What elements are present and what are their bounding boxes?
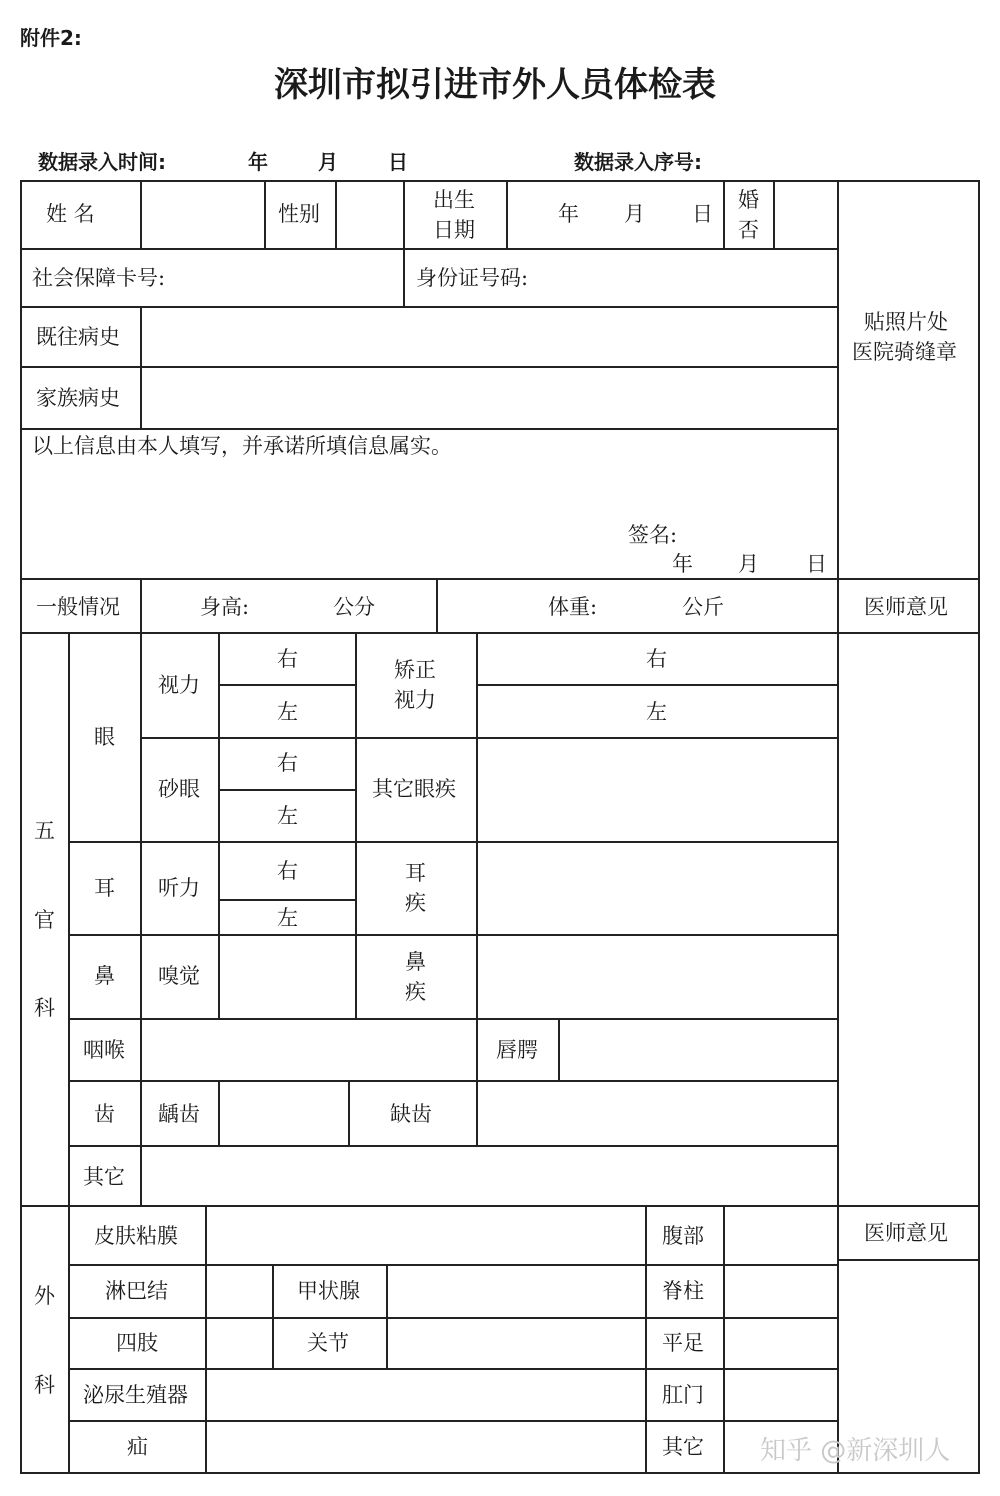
anus-label: 肛门 — [662, 1383, 704, 1407]
corrected-left: 左 — [646, 700, 667, 724]
vision-left: 左 — [277, 700, 298, 724]
flatfoot-label: 平足 — [662, 1331, 704, 1355]
trachoma-right: 右 — [277, 751, 298, 775]
missing-teeth-label: 缺齿 — [390, 1102, 432, 1126]
general-label: 一般情况 — [36, 595, 120, 619]
trachoma-left: 左 — [277, 804, 298, 828]
birth-label-line2: 日期 — [433, 218, 475, 242]
nose-disease-line2: 疾 — [405, 980, 426, 1004]
form-title: 深圳市拟引进市外人员体检表 — [274, 65, 716, 105]
nose-disease-line1: 鼻 — [405, 950, 426, 974]
birth-day: 日 — [692, 202, 713, 226]
doctor-opinion-surgery: 医师意见 — [864, 1221, 948, 1245]
smell-label: 嗅觉 — [158, 964, 200, 988]
skin-label: 皮肤粘膜 — [94, 1224, 178, 1248]
hearing-label: 听力 — [158, 876, 200, 900]
entry-year: 年 — [248, 150, 268, 174]
ear-disease-line1: 耳 — [405, 861, 426, 885]
surgery-section-char-2: 科 — [34, 1373, 55, 1397]
ear-label: 耳 — [94, 876, 115, 900]
facial-section-char-3: 科 — [34, 996, 55, 1020]
hernia-label: 疝 — [127, 1435, 148, 1459]
facial-other-label: 其它 — [83, 1165, 125, 1189]
doctor-opinion-general: 医师意见 — [864, 595, 948, 619]
joints-label: 关节 — [307, 1331, 349, 1355]
gender-label: 性别 — [278, 202, 320, 226]
nose-label: 鼻 — [94, 964, 115, 988]
corrected-vision-line1: 矫正 — [394, 658, 436, 682]
watermark: 知乎 @新深圳人 — [760, 1436, 951, 1466]
birth-year: 年 — [558, 202, 579, 226]
sign-day: 日 — [806, 552, 827, 576]
lymph-label: 淋巴结 — [105, 1279, 168, 1303]
thyroid-label: 甲状腺 — [297, 1279, 360, 1303]
vision-label: 视力 — [158, 673, 200, 697]
marital-label-line1: 婚 — [738, 188, 759, 212]
ear-disease-line2: 疾 — [405, 891, 426, 915]
weight-label: 体重: — [548, 595, 598, 619]
photo-label-line2: 医院骑缝章 — [852, 340, 957, 364]
spine-label: 脊柱 — [662, 1279, 704, 1303]
vision-right: 右 — [277, 647, 298, 671]
entry-month: 月 — [318, 150, 338, 174]
weight-unit: 公斤 — [682, 595, 724, 619]
teeth-label: 齿 — [94, 1102, 115, 1126]
past-history-label: 既往病史 — [36, 325, 120, 349]
sign-year: 年 — [672, 552, 693, 576]
sign-month: 月 — [738, 552, 759, 576]
signature-label: 签名: — [628, 523, 678, 547]
throat-label: 咽喉 — [83, 1038, 125, 1062]
entry-time-label: 数据录入时间: — [38, 150, 166, 174]
height-unit: 公分 — [333, 595, 375, 619]
caries-label: 龋齿 — [158, 1102, 200, 1126]
social-card-label: 社会保障卡号: — [32, 266, 166, 290]
lip-palate-label: 唇腭 — [496, 1038, 538, 1062]
facial-section-char-2: 官 — [34, 908, 55, 932]
id-number-label: 身份证号码: — [416, 266, 529, 290]
family-history-label: 家族病史 — [36, 386, 120, 410]
surgery-section-char-1: 外 — [34, 1284, 55, 1308]
photo-label-line1: 贴照片处 — [864, 310, 948, 334]
hearing-left: 左 — [277, 906, 298, 930]
attachment-label: 附件2: — [20, 26, 82, 50]
limbs-label: 四肢 — [116, 1331, 158, 1355]
name-label: 姓 名 — [46, 202, 95, 226]
entry-day: 日 — [388, 150, 408, 174]
height-label: 身高: — [200, 595, 250, 619]
corrected-right: 右 — [646, 647, 667, 671]
eye-label: 眼 — [94, 725, 115, 749]
birth-month: 月 — [624, 202, 645, 226]
declaration-text: 以上信息由本人填写，并承诺所填信息属实。 — [32, 434, 452, 458]
hearing-right: 右 — [277, 859, 298, 883]
urogenital-label: 泌尿生殖器 — [83, 1383, 188, 1407]
facial-section-char-1: 五 — [34, 819, 55, 843]
entry-serial-label: 数据录入序号: — [574, 150, 702, 174]
corrected-vision-line2: 视力 — [394, 688, 436, 712]
surgery-other-label: 其它 — [662, 1435, 704, 1459]
marital-label-line2: 否 — [738, 218, 759, 242]
birth-label-line1: 出生 — [433, 188, 475, 212]
other-eye-label: 其它眼疾 — [372, 777, 456, 801]
abdomen-label: 腹部 — [662, 1224, 704, 1248]
trachoma-label: 砂眼 — [158, 777, 200, 801]
